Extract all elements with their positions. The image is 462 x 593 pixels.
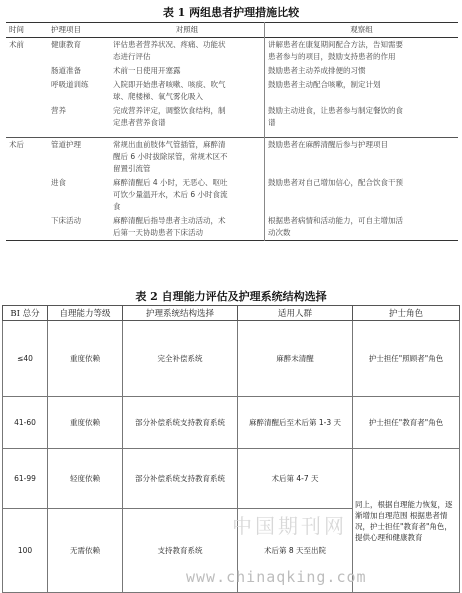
time-cell bbox=[6, 176, 48, 214]
table2-header-level: 自理能力等级 bbox=[48, 306, 123, 321]
control-cell: 完成营养评定，调整饮食结构，制 定患者营养食谱 bbox=[110, 104, 265, 138]
item-cell: 下床活动 bbox=[51, 216, 81, 225]
population-cell: 术后第 8 天至出院 bbox=[238, 509, 353, 593]
system-cell: 部分补偿系统支持教育系统 bbox=[123, 397, 238, 449]
control-cell: 麻醉清醒后指导患者主动活动，术 后第一天协助患者下床活动 bbox=[110, 214, 265, 241]
item-cell: 营养 bbox=[51, 106, 66, 115]
observe-cell: 鼓励患者在麻醉清醒后参与护理项目 bbox=[268, 140, 388, 149]
item-cell: 健康教育 bbox=[51, 40, 81, 49]
control-cell: 麻醉清醒后 4 小时，无恶心、呕吐 可饮少量温开水，术后 6 小时食流 食 bbox=[110, 176, 265, 214]
table2-header-role: 护士角色 bbox=[353, 306, 460, 321]
observe-cell: 根据患者病情和活动能力，可自主增加活 动次数 bbox=[268, 216, 403, 237]
watermark-cn: 中国期刊网 bbox=[232, 514, 347, 538]
population-cell: 麻醉未清醒 bbox=[238, 321, 353, 397]
table-row bbox=[6, 138, 458, 177]
time-cell bbox=[6, 78, 48, 104]
population-cell: 麻醉清醒后至术后第 1-3 天 bbox=[238, 397, 353, 449]
population-cell: 术后第 4-7 天 bbox=[238, 449, 353, 509]
table1-caption: 表 1 两组患者护理措施比较 bbox=[162, 6, 300, 19]
role-cell-merged: 同上，根据自理能力恢复，逐渐增加自理范围 根据患者情况，护士担任"教育者"角色，提供心理和健康教育 bbox=[353, 449, 460, 593]
level-cell: 轻度依赖 bbox=[48, 449, 123, 509]
table1-header-time: 时间 bbox=[9, 25, 24, 34]
control-cell: 常规出血前肢体气管插管，麻醉清 醒后 6 小时拔除尿管，常规术区不 留置引流管 bbox=[110, 138, 265, 177]
system-cell: 完全补偿系统 bbox=[123, 321, 238, 397]
item-cell: 肠道准备 bbox=[51, 66, 81, 75]
table1-header-control: 对照组 bbox=[110, 23, 265, 38]
level-cell: 无需依赖 bbox=[48, 509, 123, 593]
time-cell bbox=[6, 64, 48, 78]
score-cell: 41-60 bbox=[3, 397, 48, 449]
table1-header-observe: 观察组 bbox=[350, 25, 373, 34]
observe-cell: 鼓励患者主动配合咳嗽，制定计划 bbox=[268, 80, 381, 89]
table1-header-item: 护理项目 bbox=[51, 25, 81, 34]
table-row bbox=[6, 78, 458, 104]
table1-header-row bbox=[6, 23, 458, 38]
table-row bbox=[3, 397, 460, 449]
observe-cell: 鼓励患者主动养成排便的习惯 bbox=[268, 66, 366, 75]
table-row bbox=[3, 449, 460, 509]
table-row bbox=[6, 104, 458, 138]
time-cell bbox=[6, 104, 48, 138]
level-cell: 重度依赖 bbox=[48, 397, 123, 449]
table-row bbox=[6, 64, 458, 78]
time-cell: 术前 bbox=[9, 40, 24, 49]
score-cell: ≤40 bbox=[3, 321, 48, 397]
level-cell: 重度依赖 bbox=[48, 321, 123, 397]
score-cell: 100 bbox=[3, 509, 48, 593]
table-row bbox=[6, 214, 458, 241]
table2-header-score: BI 总分 bbox=[3, 306, 48, 321]
score-cell: 61-99 bbox=[3, 449, 48, 509]
role-cell: 护士担任"照顾者"角色 bbox=[353, 321, 460, 397]
table2-header-row bbox=[3, 306, 460, 321]
item-cell: 进食 bbox=[51, 178, 66, 187]
table-row bbox=[3, 321, 460, 397]
table-row bbox=[6, 38, 458, 65]
table-row bbox=[6, 176, 458, 214]
control-cell: 评估患者营养状况、疼痛、功能状 态进行评估 bbox=[110, 38, 265, 65]
control-cell: 术前一日使用开塞露 bbox=[110, 64, 265, 78]
time-cell bbox=[6, 214, 48, 241]
role-cell: 护士担任"教育者"角色 bbox=[353, 397, 460, 449]
control-cell: 入院即开始患者咳嗽、咳痰、吹气 球、爬楼梯、氧气雾化吸入 bbox=[110, 78, 265, 104]
table2-header-system: 护理系统结构选择 bbox=[123, 306, 238, 321]
item-cell: 管道护理 bbox=[51, 140, 81, 149]
observe-cell: 鼓励主动进食，让患者参与制定餐饮的食 谱 bbox=[268, 106, 403, 127]
time-cell: 术后 bbox=[9, 140, 24, 149]
observe-cell: 鼓励患者对自己增加信心，配合饮食干预 bbox=[268, 178, 403, 187]
system-cell: 支持教育系统 bbox=[123, 509, 238, 593]
item-cell: 呼吸道训练 bbox=[51, 80, 89, 89]
table2-self-care-assessment bbox=[2, 305, 460, 593]
observe-cell: 讲解患者在康复期间配合方法，告知需要 患者参与的项目，鼓励支持患者的作用 bbox=[268, 40, 403, 61]
table2-caption: 表 2 自理能力评估及护理系统结构选择 bbox=[135, 290, 327, 303]
system-cell: 部分补偿系统支持教育系统 bbox=[123, 449, 238, 509]
table1-nursing-measures bbox=[6, 22, 458, 241]
table2-header-population: 适用人群 bbox=[238, 306, 353, 321]
watermark-url: www.chinaqking.com bbox=[186, 568, 367, 586]
